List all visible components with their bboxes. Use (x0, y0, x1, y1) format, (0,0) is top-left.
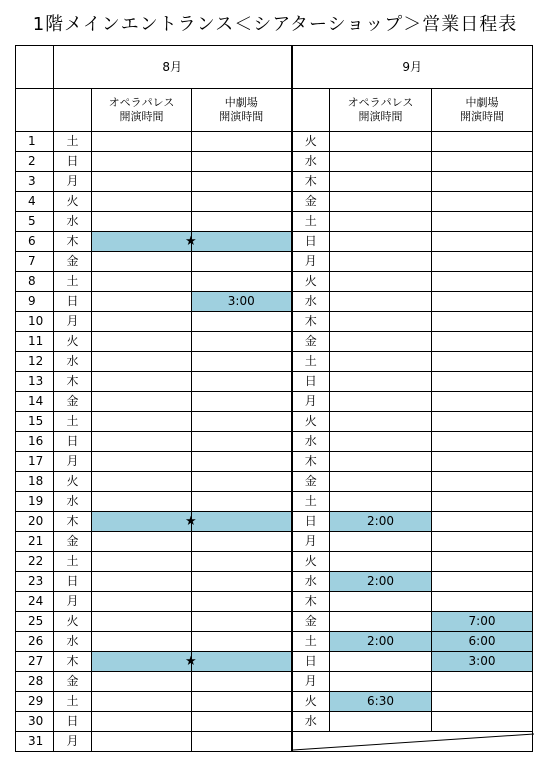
middle-time-sep (432, 292, 533, 312)
day-number: 29 (16, 692, 54, 712)
weekday-sep: 土 (292, 212, 330, 232)
day-number: 18 (16, 472, 54, 492)
weekday-sep: 土 (292, 632, 330, 652)
opera-time-sep (330, 432, 432, 452)
opera-time-aug (92, 252, 192, 272)
opera-time-aug (92, 612, 192, 632)
middle-time-sep (432, 412, 533, 432)
weekday-aug: 木 (54, 652, 92, 672)
middle-time-sep (432, 572, 533, 592)
table-row (16, 532, 533, 552)
middle-time-aug (192, 132, 292, 152)
opera-time-aug (92, 672, 192, 692)
opera-time-sep (330, 552, 432, 572)
day-number: 22 (16, 552, 54, 572)
weekday-sep: 土 (292, 352, 330, 372)
weekday-sep: 水 (292, 572, 330, 592)
weekday-aug: 金 (54, 532, 92, 552)
weekday-aug: 水 (54, 632, 92, 652)
month-header-row (16, 46, 533, 89)
weekday-aug: 火 (54, 612, 92, 632)
weekday-sep: 日 (292, 512, 330, 532)
corner-cell (16, 46, 54, 89)
opera-time-aug (92, 732, 192, 752)
table-row (16, 372, 533, 392)
page-title: 1階メインエントランス＜シアターショップ＞営業日程表 (32, 14, 518, 35)
table-row (16, 492, 533, 512)
middle-time-aug (192, 352, 292, 372)
weekday-aug: 土 (54, 692, 92, 712)
weekday-sep: 水 (292, 152, 330, 172)
weekday-aug: 日 (54, 292, 92, 312)
weekday-aug: 水 (54, 352, 92, 372)
opera-time-aug (92, 332, 192, 352)
day-number: 4 (16, 192, 54, 212)
opera-time-sep: 2:00 (330, 572, 432, 592)
day-number: 9 (16, 292, 54, 312)
weekday-aug: 水 (54, 212, 92, 232)
opera-time-sep (330, 312, 432, 332)
opera-time-aug (92, 132, 192, 152)
weekday-aug: 木 (54, 232, 92, 252)
table-row (16, 632, 533, 652)
opera-time-sep (330, 652, 432, 672)
day-number: 3 (16, 172, 54, 192)
opera-time-sep (330, 132, 432, 152)
middle-time-aug (192, 672, 292, 692)
middle-time-aug (192, 572, 292, 592)
day-number: 31 (16, 732, 54, 752)
weekday-sep: 金 (292, 612, 330, 632)
middle-time-aug (192, 312, 292, 332)
middle-time-sep (432, 452, 533, 472)
weekday-aug: 火 (54, 332, 92, 352)
opera-time-sep (330, 332, 432, 352)
day-number: 1 (16, 132, 54, 152)
weekday-sep: 木 (292, 592, 330, 612)
opera-time-aug (92, 512, 192, 532)
opera-time-aug (92, 652, 192, 672)
day-number: 7 (16, 252, 54, 272)
weekday-aug: 月 (54, 592, 92, 612)
middle-time-sep (432, 672, 533, 692)
table-row (16, 672, 533, 692)
opera-time-sep (330, 412, 432, 432)
middle-time-sep (432, 132, 533, 152)
table-row (16, 192, 533, 212)
middle-time-sep (432, 472, 533, 492)
opera-time-aug (92, 712, 192, 732)
weekday-sep: 水 (292, 432, 330, 452)
opera-time-sep (330, 492, 432, 512)
day-number: 26 (16, 632, 54, 652)
table-row (16, 592, 533, 612)
day-number: 13 (16, 372, 54, 392)
opera-time-sep (330, 672, 432, 692)
opera-time-sep (330, 532, 432, 552)
middle-time-sep (432, 712, 533, 732)
middle-time-sep: 3:00 (432, 652, 533, 672)
table-row (16, 332, 533, 352)
weekday-aug: 日 (54, 712, 92, 732)
table-row (16, 172, 533, 192)
opera-time-aug (92, 312, 192, 332)
table-row (16, 732, 533, 752)
middle-time-aug (185, 652, 292, 672)
weekday-sep: 月 (292, 252, 330, 272)
middle-time-aug (192, 712, 292, 732)
table-row (16, 152, 533, 172)
opera-time-aug (92, 632, 192, 652)
middle-time-aug (185, 512, 292, 532)
middle-time-sep: 6:00 (432, 632, 533, 652)
opera-time-aug (92, 232, 192, 252)
table-row (16, 232, 533, 252)
day-number: 24 (16, 592, 54, 612)
day-number: 23 (16, 572, 54, 592)
weekday-sep: 火 (292, 272, 330, 292)
middle-time-aug (192, 532, 292, 552)
day-number: 5 (16, 212, 54, 232)
table-row (16, 132, 533, 152)
table-row (16, 272, 533, 292)
middle-time-sep (432, 512, 533, 532)
weekday-sep: 火 (292, 132, 330, 152)
middle-time-sep (432, 492, 533, 512)
table-row (16, 352, 533, 372)
middle-time-sep (432, 252, 533, 272)
month-august: 8月 (54, 46, 292, 89)
middle-time-aug (192, 392, 292, 412)
weekday-sep: 月 (292, 532, 330, 552)
table-row (16, 652, 533, 672)
opera-time-sep (330, 152, 432, 172)
day-number: 25 (16, 612, 54, 632)
middle-time-sep (432, 332, 533, 352)
middle-time-aug (192, 472, 292, 492)
middle-time-sep (432, 272, 533, 292)
middle-time-sep (432, 432, 533, 452)
middle-time-aug (192, 192, 292, 212)
weekday-sep: 木 (292, 312, 330, 332)
day-number: 2 (16, 152, 54, 172)
weekday-sep: 火 (292, 412, 330, 432)
weekday-sep: 日 (292, 232, 330, 252)
opera-time-aug (92, 352, 192, 372)
venue-header-row (16, 89, 533, 132)
day-number: 30 (16, 712, 54, 732)
weekday-aug: 木 (54, 512, 92, 532)
opera-time-aug (92, 432, 192, 452)
weekday-sep: 水 (292, 292, 330, 312)
star-icon: ★ (185, 514, 197, 529)
weekday-aug: 金 (54, 672, 92, 692)
corner-cell (16, 89, 54, 132)
opera-time-sep (330, 272, 432, 292)
opera-time-sep (330, 172, 432, 192)
day-number: 28 (16, 672, 54, 692)
table-row (16, 212, 533, 232)
opera-time-aug (92, 472, 192, 492)
star-icon: ★ (185, 654, 197, 669)
opera-time-aug (92, 152, 192, 172)
middle-time-aug (192, 252, 292, 272)
weekday-aug: 土 (54, 272, 92, 292)
month-september: 9月 (292, 46, 533, 89)
weekday-sep: 水 (292, 712, 330, 732)
middle-time-sep (432, 372, 533, 392)
opera-time-sep (330, 612, 432, 632)
table-row (16, 412, 533, 432)
weekday-header (54, 89, 92, 132)
weekday-sep: 木 (292, 172, 330, 192)
venue-header-middle-aug: 中劇場 開演時間 (192, 89, 292, 132)
opera-time-aug (92, 192, 192, 212)
opera-time-aug (92, 292, 192, 312)
day-number: 11 (16, 332, 54, 352)
middle-time-sep (432, 532, 533, 552)
middle-time-aug (192, 732, 292, 752)
star-icon: ★ (185, 234, 197, 249)
opera-time-sep (330, 352, 432, 372)
opera-time-aug (92, 412, 192, 432)
middle-time-aug (192, 212, 292, 232)
table-row (16, 572, 533, 592)
diagonal-line (293, 732, 534, 751)
middle-time-aug: 3:00 (192, 292, 292, 312)
weekday-aug: 土 (54, 552, 92, 572)
weekday-aug: 月 (54, 732, 92, 752)
table-row (16, 712, 533, 732)
weekday-sep: 日 (292, 652, 330, 672)
day-number: 8 (16, 272, 54, 292)
weekday-sep: 金 (292, 332, 330, 352)
opera-time-aug (92, 692, 192, 712)
middle-time-sep (432, 152, 533, 172)
middle-time-aug (192, 412, 292, 432)
weekday-sep: 月 (292, 392, 330, 412)
middle-time-aug (192, 272, 292, 292)
middle-time-aug (192, 372, 292, 392)
weekday-aug: 水 (54, 492, 92, 512)
opera-time-sep (330, 592, 432, 612)
weekday-aug: 月 (54, 172, 92, 192)
middle-time-aug (192, 552, 292, 572)
opera-time-sep (330, 232, 432, 252)
middle-time-aug (192, 152, 292, 172)
opera-time-sep (330, 192, 432, 212)
weekday-aug: 日 (54, 572, 92, 592)
middle-time-aug (192, 432, 292, 452)
opera-time-aug (92, 592, 192, 612)
opera-time-aug (92, 452, 192, 472)
opera-time-aug (92, 552, 192, 572)
table-row (16, 292, 533, 312)
table-row (16, 472, 533, 492)
opera-time-sep: 6:30 (330, 692, 432, 712)
middle-time-sep (432, 312, 533, 332)
middle-time-aug (192, 612, 292, 632)
middle-time-sep (432, 212, 533, 232)
day-number: 19 (16, 492, 54, 512)
opera-time-sep (330, 252, 432, 272)
venue-header-opera-sep: オペラパレス 開演時間 (330, 89, 432, 132)
day-number: 16 (16, 432, 54, 452)
weekday-sep: 火 (292, 552, 330, 572)
opera-time-sep (330, 292, 432, 312)
opera-time-sep (330, 472, 432, 492)
middle-time-sep (432, 552, 533, 572)
table-row (16, 512, 533, 532)
opera-time-aug (92, 212, 192, 232)
day-number: 27 (16, 652, 54, 672)
weekday-sep: 金 (292, 472, 330, 492)
day-number: 20 (16, 512, 54, 532)
weekday-aug: 土 (54, 412, 92, 432)
middle-time-aug (192, 332, 292, 352)
middle-time-aug (192, 492, 292, 512)
middle-time-sep (432, 392, 533, 412)
table-row (16, 552, 533, 572)
weekday-sep: 金 (292, 192, 330, 212)
weekday-aug: 月 (54, 312, 92, 332)
middle-time-sep: 7:00 (432, 612, 533, 632)
opera-time-aug (92, 492, 192, 512)
venue-header-opera-aug: オペラパレス 開演時間 (92, 89, 192, 132)
weekday-aug: 日 (54, 152, 92, 172)
table-row (16, 692, 533, 712)
opera-time-aug (92, 372, 192, 392)
table-row (16, 432, 533, 452)
weekday-sep: 土 (292, 492, 330, 512)
middle-time-aug (192, 452, 292, 472)
opera-time-aug (92, 172, 192, 192)
middle-time-sep (432, 352, 533, 372)
opera-time-sep: 2:00 (330, 632, 432, 652)
middle-time-sep (432, 192, 533, 212)
weekday-aug: 金 (54, 252, 92, 272)
day-number: 14 (16, 392, 54, 412)
table-row (16, 452, 533, 472)
opera-time-aug (92, 572, 192, 592)
table-row (16, 252, 533, 272)
day-number: 10 (16, 312, 54, 332)
table-row (16, 612, 533, 632)
weekday-aug: 金 (54, 392, 92, 412)
weekday-header (292, 89, 330, 132)
middle-time-sep (432, 592, 533, 612)
middle-time-aug (192, 632, 292, 652)
day-number: 15 (16, 412, 54, 432)
weekday-sep: 日 (292, 372, 330, 392)
opera-time-aug (92, 272, 192, 292)
day-number: 21 (16, 532, 54, 552)
opera-time-sep (330, 392, 432, 412)
weekday-aug: 火 (54, 192, 92, 212)
weekday-sep: 火 (292, 692, 330, 712)
weekday-sep: 月 (292, 672, 330, 692)
middle-time-sep (432, 172, 533, 192)
weekday-aug: 日 (54, 432, 92, 452)
day-number: 6 (16, 232, 54, 252)
table-row (16, 312, 533, 332)
schedule-table (15, 45, 533, 752)
opera-time-sep (330, 372, 432, 392)
opera-time-aug (92, 392, 192, 412)
weekday-aug: 火 (54, 472, 92, 492)
opera-time-sep (330, 452, 432, 472)
day-number: 17 (16, 452, 54, 472)
weekday-sep: 木 (292, 452, 330, 472)
opera-time-sep: 2:00 (330, 512, 432, 532)
opera-time-aug (92, 532, 192, 552)
table-row (16, 392, 533, 412)
middle-time-aug (185, 232, 292, 252)
empty-september-cell (292, 732, 533, 752)
middle-time-aug (192, 592, 292, 612)
weekday-aug: 木 (54, 372, 92, 392)
weekday-aug: 土 (54, 132, 92, 152)
middle-time-sep (432, 232, 533, 252)
middle-time-aug (192, 692, 292, 712)
opera-time-sep (330, 212, 432, 232)
middle-time-aug (192, 172, 292, 192)
weekday-aug: 月 (54, 452, 92, 472)
day-number: 12 (16, 352, 54, 372)
opera-time-sep (330, 712, 432, 732)
venue-header-middle-sep: 中劇場 開演時間 (432, 89, 533, 132)
middle-time-sep (432, 692, 533, 712)
